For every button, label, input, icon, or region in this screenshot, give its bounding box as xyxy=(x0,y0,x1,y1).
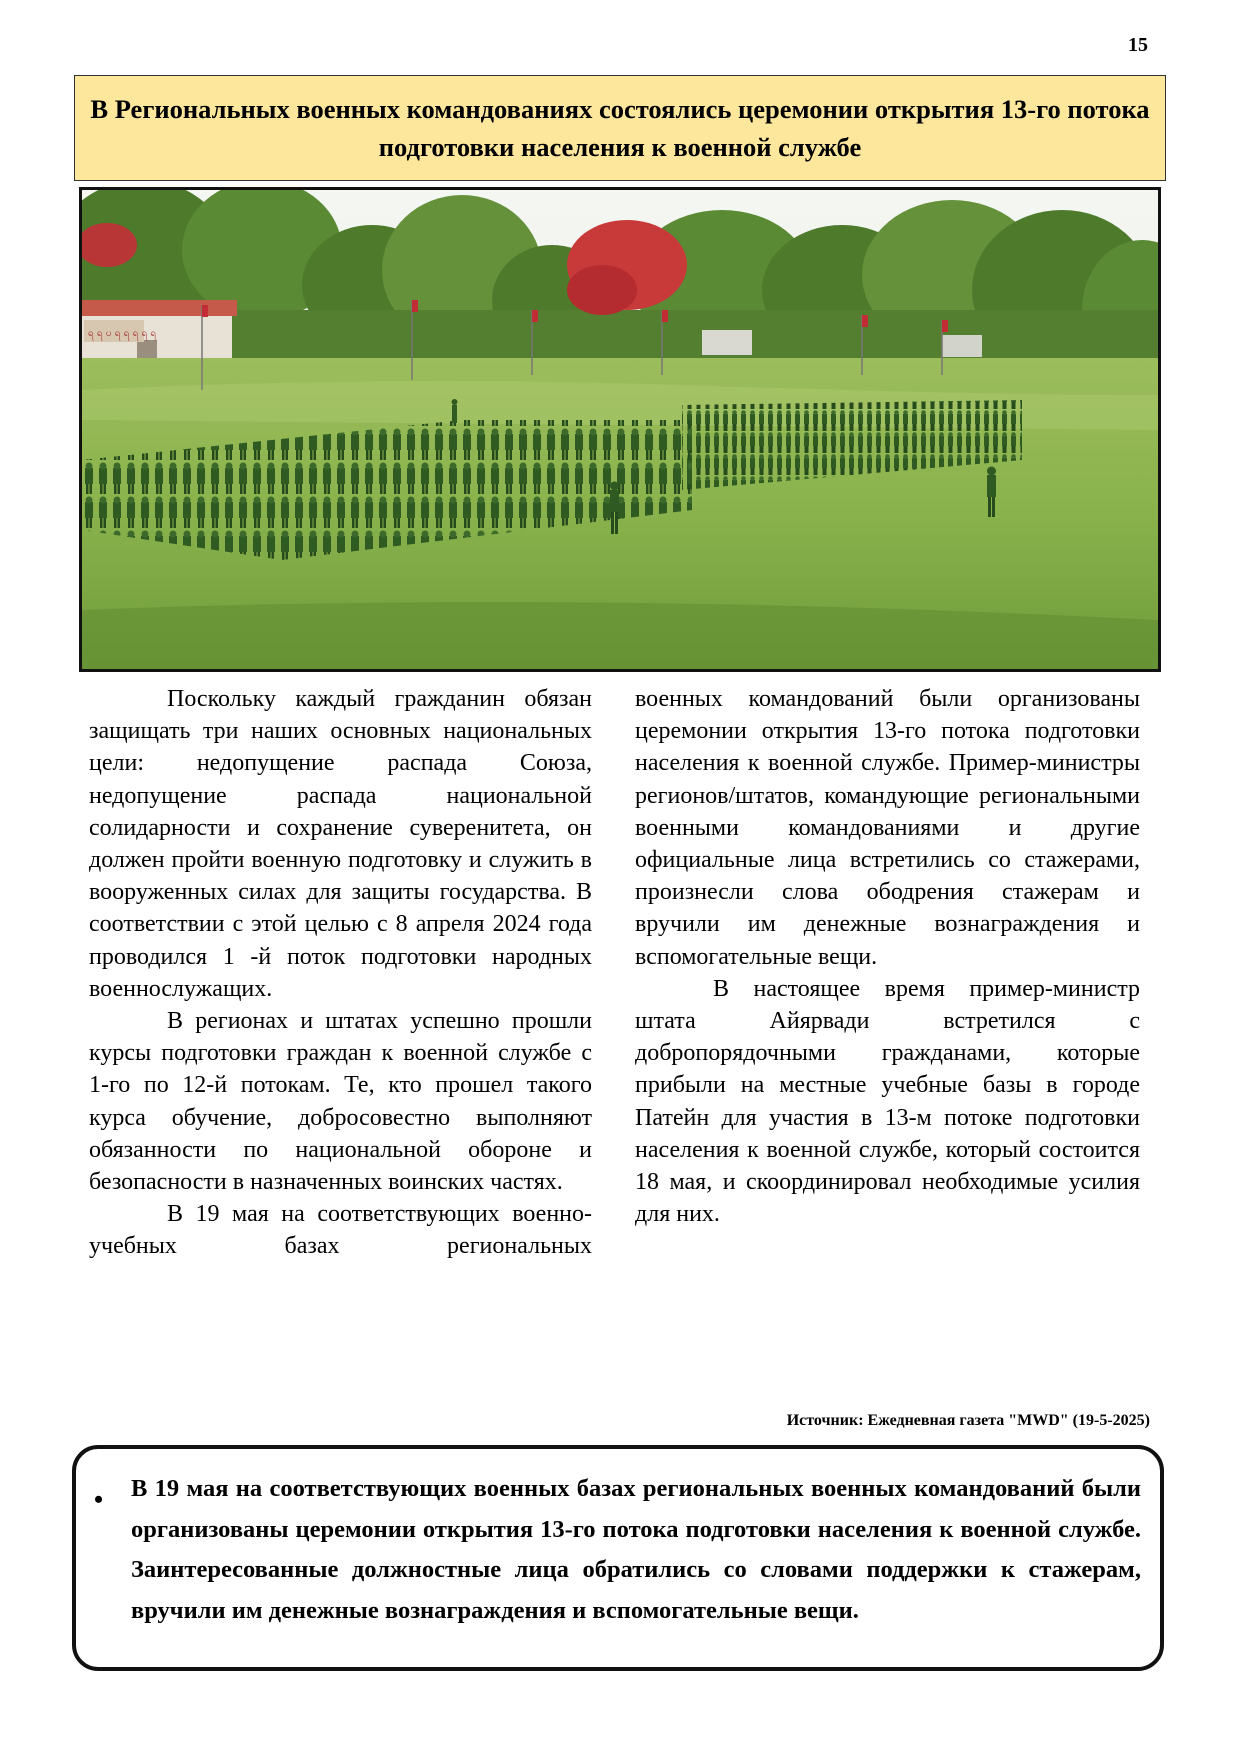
summary-box xyxy=(72,1445,1164,1671)
headline: В Региональных военных командованиях состоялись церемонии открытия 13-го потока подготовки населения к военной службе xyxy=(90,94,1150,162)
article-paragraph: военных командований были организованы церемонии открытия 13-го потока подготовки населения к военной службе. Пример-министры регионов/штатов, командующие региональными военными командованиями и другие официальные лица встретились со стажерами, произнесли слова ободрения стажерам и вручили им денежные вознаграждения и вспомогательные вещи. xyxy=(635,686,1140,970)
article-column-right xyxy=(635,683,1140,1230)
source-citation: Источник: Ежедневная газета "MWD" (19-5-2025) xyxy=(786,1412,1150,1429)
article-column-left xyxy=(89,683,592,1263)
article-paragraph: В настоящее время пример-министр штата Айярвади встретился с добропорядочными гражданами, которые прибыли на местные учебные базы в городе Патейн для участия в 13-м потоке подготовки населения к военной службе, который состоится 18 мая, и скоординировал необходимые усилия для них. xyxy=(635,975,1140,1228)
page-number: 15 xyxy=(1128,34,1148,56)
article-paragraph: В регионах и штатах успешно прошли курсы подготовки граждан к военной службе с 1-го по 12-й потокам. Те, кто прошел такого курса обучение, добросовестно выполняют обязанности по национальной обороне и безопасности в назначенных воинских частях. xyxy=(89,1008,592,1196)
ceremony-photo-illustration xyxy=(82,190,1158,669)
summary-text: В 19 мая на соответствующих военных базах региональных военных командований были организованы церемонии открытия 13-го потока подготовки населения к военной службе. Заинтересованные должностные лица обратились со словами поддержки к стажерам, вручили им денежные вознаграждения и вспомогательные вещи. xyxy=(131,1475,1141,1624)
article-paragraph: В 19 мая на соответствующих военно-учебных базах региональных xyxy=(89,1201,592,1260)
ceremony-photo xyxy=(79,187,1161,672)
bullet-point: • xyxy=(94,1485,104,1514)
article-paragraph: Поскольку каждый гражданин обязан защищать три наших основных национальных цели: недопущение распада Союза, недопущение распада национальной солидарности и сохранение суверенитета, он должен пройти военную подготовку и служить в вооруженных силах для защиты государства. В соответствии с этой целью с 8 апреля 2024 года проводился 1 -й поток подготовки народных военнослужащих. xyxy=(89,686,592,1002)
headline-box xyxy=(74,75,1166,181)
building-sign-text: ရ ရ ပ ရ ရ ရ ရ ရ xyxy=(88,328,157,339)
